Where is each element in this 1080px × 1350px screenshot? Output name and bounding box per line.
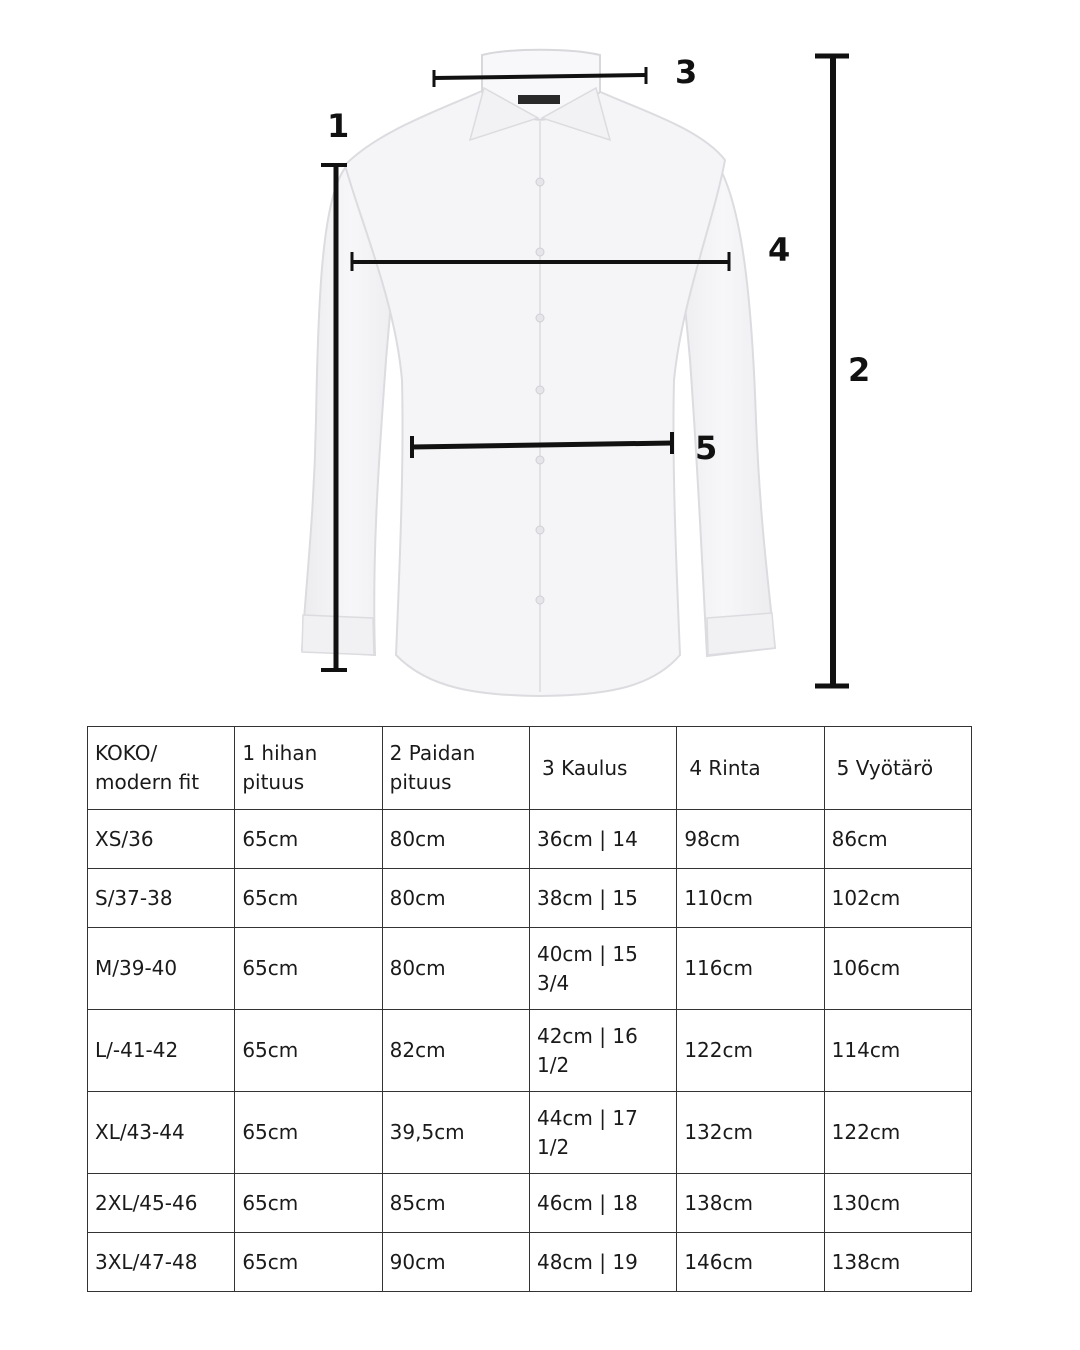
table-cell: 82cm [382, 1010, 529, 1092]
table-cell: 122cm [824, 1092, 971, 1174]
marker-number-3: 3 [675, 53, 698, 91]
table-cell: 80cm [382, 810, 529, 869]
shirt-button [536, 386, 544, 394]
table-row [88, 1233, 972, 1292]
table-cell: 80cm [382, 869, 529, 928]
shirt-button [536, 178, 544, 186]
shirt-body [345, 90, 725, 696]
shirt-button [536, 596, 544, 604]
marker-number-4: 4 [768, 231, 791, 269]
table-cell: 65cm [235, 810, 382, 869]
marker-number-2: 2 [848, 351, 871, 389]
table-cell: 65cm [235, 928, 382, 1010]
right-cuff [707, 613, 775, 655]
table-cell: 39,5cm [382, 1092, 529, 1174]
table-cell: 65cm [235, 1233, 382, 1292]
table-cell: 116cm [677, 928, 824, 1010]
table-header-row [88, 727, 972, 810]
table-cell: 38cm | 15 [529, 869, 676, 928]
size-table [87, 726, 972, 1292]
header-size: KOKO/ modern fit [88, 727, 235, 810]
table-cell: L/-41-42 [88, 1010, 235, 1092]
table-row [88, 1092, 972, 1174]
shirt-button [536, 314, 544, 322]
table-cell: 44cm | 17 1/2 [529, 1092, 676, 1174]
shirt-button [536, 456, 544, 464]
measure-line-length [815, 56, 849, 686]
table-cell: 48cm | 19 [529, 1233, 676, 1292]
table-row [88, 810, 972, 869]
table-cell: 65cm [235, 1174, 382, 1233]
table-cell: 65cm [235, 1010, 382, 1092]
table-cell: XS/36 [88, 810, 235, 869]
header-sleeve-length: 1 hihan pituus [235, 727, 382, 810]
table-cell: 85cm [382, 1174, 529, 1233]
header-shirt-length: 2 Paidan pituus [382, 727, 529, 810]
shirt-button [536, 248, 544, 256]
table-cell: 42cm | 16 1/2 [529, 1010, 676, 1092]
table-cell: XL/43-44 [88, 1092, 235, 1174]
table-cell: 130cm [824, 1174, 971, 1233]
brand-label [518, 95, 560, 104]
table-row [88, 928, 972, 1010]
table-cell: 90cm [382, 1233, 529, 1292]
table-cell: 146cm [677, 1233, 824, 1292]
table-cell: 110cm [677, 869, 824, 928]
table-cell: 3XL/47-48 [88, 1233, 235, 1292]
table-row [88, 1174, 972, 1233]
table-row [88, 1010, 972, 1092]
shirt-illustration [302, 50, 775, 696]
table-cell: 102cm [824, 869, 971, 928]
table-cell: 65cm [235, 1092, 382, 1174]
table-cell: 80cm [382, 928, 529, 1010]
header-collar: 3 Kaulus [529, 727, 676, 810]
marker-number-1: 1 [327, 107, 350, 145]
header-waist: 5 Vyötärö [824, 727, 971, 810]
table-cell: 114cm [824, 1010, 971, 1092]
table-cell: S/37-38 [88, 869, 235, 928]
table-cell: 36cm | 14 [529, 810, 676, 869]
table-row [88, 869, 972, 928]
header-chest: 4 Rinta [677, 727, 824, 810]
table-cell: 2XL/45-46 [88, 1174, 235, 1233]
table-cell: 98cm [677, 810, 824, 869]
table-cell: 138cm [677, 1174, 824, 1233]
table-cell: 122cm [677, 1010, 824, 1092]
table-cell: 106cm [824, 928, 971, 1010]
table-cell: 132cm [677, 1092, 824, 1174]
size-table-container [87, 726, 972, 1292]
table-cell: 46cm | 18 [529, 1174, 676, 1233]
table-cell: 86cm [824, 810, 971, 869]
table-cell: M/39-40 [88, 928, 235, 1010]
table-cell: 138cm [824, 1233, 971, 1292]
table-cell: 40cm | 15 3/4 [529, 928, 676, 1010]
table-cell: 65cm [235, 869, 382, 928]
shirt-button [536, 526, 544, 534]
marker-number-5: 5 [695, 429, 718, 467]
